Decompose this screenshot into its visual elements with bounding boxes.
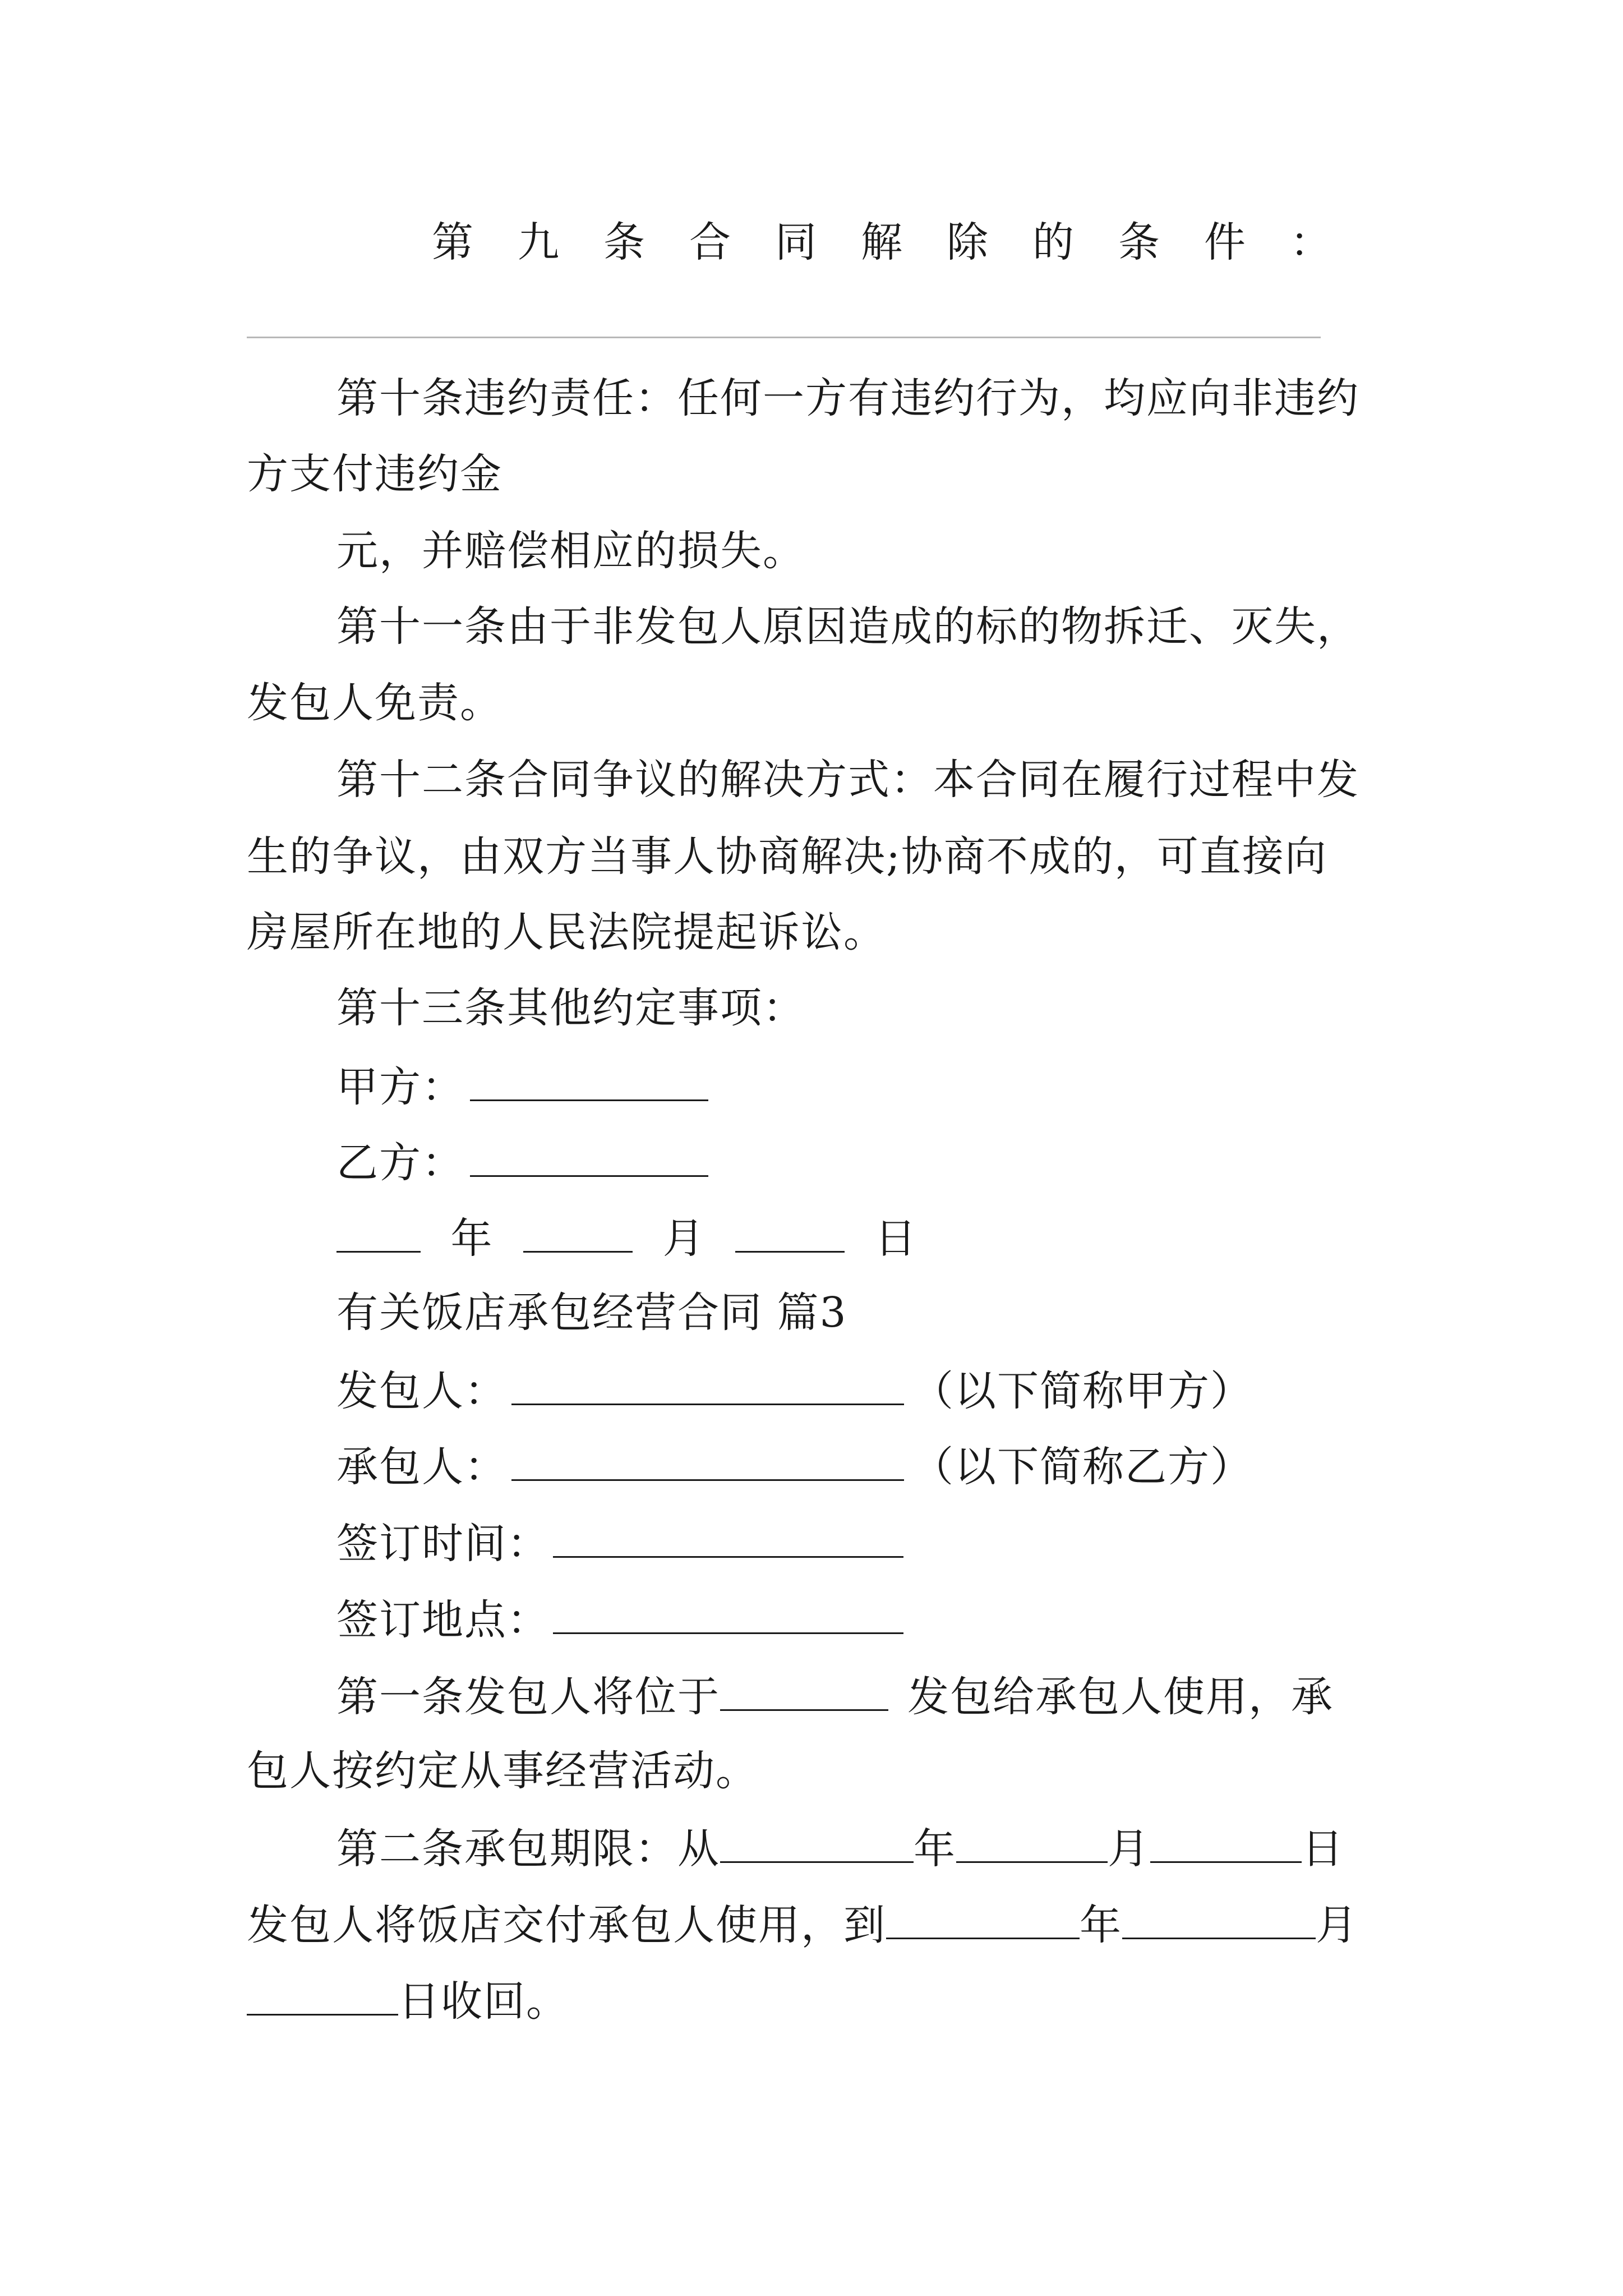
start-month-blank[interactable] <box>956 1826 1108 1863</box>
article-2-line-2 <box>247 1901 1358 1949</box>
heading-char: 第 <box>432 218 473 266</box>
article-12-line-1: 第十二条合同争议的解决方式：本合同在履行过程中发 <box>336 756 1359 804</box>
article-10-line-2: 方支付违约金 <box>247 450 502 498</box>
article-9-heading <box>432 218 1376 266</box>
article-1-line-1 <box>336 1673 1334 1721</box>
heading-char: 件 <box>1204 218 1246 266</box>
month-blank[interactable] <box>523 1216 633 1253</box>
article-9-blank-rule <box>247 337 1321 338</box>
start-year-blank[interactable] <box>720 1826 914 1863</box>
article-10-line-3: 元，并赔偿相应的损失。 <box>336 527 805 575</box>
article-2-end: 日收回。 <box>398 1977 569 2026</box>
sign-time-label: 签订时间： <box>336 1520 550 1568</box>
party-a-row <box>336 1063 708 1111</box>
end-day-blank[interactable] <box>247 1979 398 2016</box>
article-10-line-1: 第十条违约责任：任何一方有违约行为，均应向非违约 <box>336 374 1359 422</box>
party-a-label: 甲方： <box>336 1063 464 1111</box>
date-row <box>336 1214 917 1263</box>
heading-char: 条 <box>1118 218 1160 266</box>
party-b-blank[interactable] <box>470 1140 708 1177</box>
heading-char: 的 <box>1032 218 1074 266</box>
sign-time-row <box>336 1520 903 1568</box>
end-month-blank[interactable] <box>1122 1903 1316 1939</box>
start-month-label: 月 <box>1108 1825 1150 1873</box>
heading-char: 解 <box>861 218 902 266</box>
year-label: 年 <box>450 1214 494 1263</box>
heading-char: 合 <box>689 218 731 266</box>
article-1-location-blank[interactable] <box>720 1674 888 1711</box>
contractor-out-blank[interactable] <box>511 1369 904 1405</box>
abbr-b: （以下简称乙方） <box>912 1443 1253 1491</box>
article-2-line-1 <box>336 1825 1344 1873</box>
day-blank[interactable] <box>735 1216 845 1253</box>
month-label: 月 <box>662 1214 706 1263</box>
sign-place-blank[interactable] <box>553 1598 903 1634</box>
abbr-a: （以下简称甲方） <box>912 1367 1253 1415</box>
contractor-out-label: 发包人： <box>336 1367 507 1415</box>
start-year-label: 年 <box>914 1825 956 1873</box>
section-title: 有关饭店承包经营合同 篇3 <box>336 1289 847 1337</box>
article-12-line-3: 房屋所在地的人民法院提起诉讼。 <box>247 908 886 956</box>
party-a-blank[interactable] <box>470 1065 708 1101</box>
heading-char: 九 <box>518 218 559 266</box>
end-month-label: 月 <box>1316 1901 1358 1949</box>
heading-char: 除 <box>947 218 988 266</box>
article-2-prefix: 第二条承包期限：从 <box>336 1825 720 1873</box>
article-1-line-2: 包人按约定从事经营活动。 <box>247 1747 758 1795</box>
article-11-line-2: 发包人免责。 <box>247 679 502 727</box>
end-year-label: 年 <box>1080 1901 1122 1949</box>
article-12-line-2: 生的争议，由双方当事人协商解决;协商不成的，可直接向 <box>247 832 1327 881</box>
contractor-in-label: 承包人： <box>336 1443 507 1491</box>
contractor-out-row <box>336 1367 1253 1415</box>
end-year-blank[interactable] <box>886 1903 1080 1939</box>
sign-place-label: 签订地点： <box>336 1596 550 1644</box>
contractor-in-row <box>336 1443 1253 1491</box>
sign-place-row <box>336 1596 903 1644</box>
article-1-suffix: 发包给承包人使用，承 <box>907 1673 1334 1721</box>
article-2-line-3 <box>247 1977 569 2026</box>
contractor-in-blank[interactable] <box>511 1444 904 1481</box>
article-13-line: 第十三条其他约定事项： <box>336 984 805 1032</box>
sign-time-blank[interactable] <box>553 1521 903 1558</box>
heading-char: ： <box>1290 218 1331 266</box>
article-11-line-1: 第十一条由于非发包人原因造成的标的物拆迁、灭失， <box>336 602 1359 651</box>
day-label: 日 <box>874 1214 917 1263</box>
party-b-label: 乙方： <box>336 1139 464 1187</box>
party-b-row <box>336 1139 708 1187</box>
heading-char: 条 <box>603 218 645 266</box>
article-2-middle: 发包人将饭店交付承包人使用，到 <box>247 1901 886 1949</box>
article-1-prefix: 第一条发包人将位于 <box>336 1673 720 1721</box>
year-blank[interactable] <box>336 1216 421 1253</box>
heading-char: 同 <box>775 218 817 266</box>
start-day-label: 日 <box>1302 1825 1344 1873</box>
start-day-blank[interactable] <box>1150 1826 1302 1863</box>
